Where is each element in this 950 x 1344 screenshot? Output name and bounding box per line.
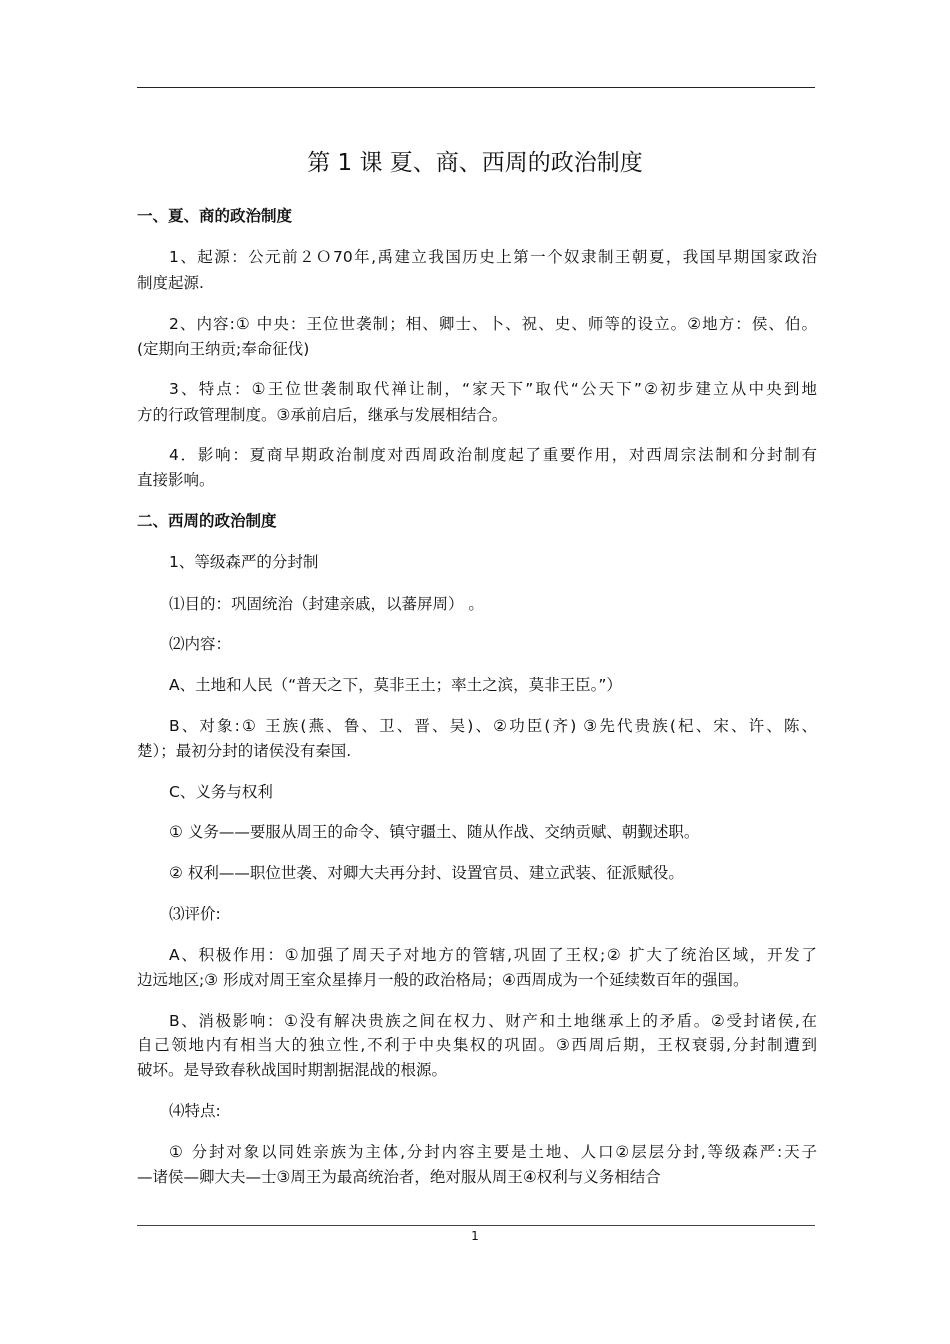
footer-rule: [137, 1225, 815, 1226]
paragraph-line: 直接影响。: [137, 471, 215, 489]
page-number: 1: [471, 1229, 479, 1243]
paragraph-line: ① 分封对象以同姓亲族为主体,分封内容主要是土地、人口②层层分封,等级森严:天子: [169, 1143, 817, 1161]
paragraph-line: 4．影响：夏商早期政治制度对西周政治制度起了重要作用，对西周宗法制和分封制有: [169, 446, 817, 464]
section-heading-xia-shang: 一、夏、商的政治制度: [137, 207, 293, 225]
paragraph-line: —诸侯—卿大夫—士③周王为最高统治者，绝对服从周王④权利与义务相结合: [137, 1168, 661, 1186]
paragraph-line: C、义务与权利: [169, 783, 273, 801]
paragraph-line: 方的行政管理制度。③承前启后，继承与发展相结合。: [137, 406, 508, 424]
section-heading-western-zhou: 二、西周的政治制度: [137, 512, 277, 530]
paragraph-line: A、积极作用：①加强了周天子对地方的管辖,巩固了王权;② 扩大了统治区域，开发了: [169, 946, 817, 964]
paragraph-line: ① 义务——要服从周王的命令、镇守疆土、随从作战、交纳贡赋、朝觐述职。: [169, 823, 700, 841]
paragraph-line: 自己领地内有相当大的独立性,不利于中央集权的巩固。③西周后期，王权衰弱,分封制遭到: [137, 1036, 817, 1054]
paragraph-line: ⑵内容：: [169, 635, 232, 653]
paragraph-line: 楚）；最初分封的诸侯没有秦国.: [137, 742, 352, 760]
page-title: 第 1 课 夏、商、西周的政治制度: [307, 150, 643, 176]
header-rule: [137, 87, 815, 88]
paragraph-line: B、对象:① 王族(燕、鲁、卫、晋、吴)、②功臣(齐) ③先代贵族(杞、宋、许、陈、: [169, 717, 817, 735]
subheading-line: 1、等级森严的分封制: [169, 553, 319, 571]
paragraph-line: 边远地区;③ 形成对周王室众星捧月一般的政治格局；④西周成为一个延续数百年的强国。: [137, 971, 749, 989]
paragraph-line: B、消极影响：①没有解决贵族之间在权力、财产和土地继承上的矛盾。②受封诸侯,在: [169, 1012, 817, 1030]
paragraph-line: ⑴目的：巩固统治（封建亲戚，以蕃屏周） 。: [169, 595, 484, 613]
paragraph-line: A、土地和人民（“普天之下，莫非王土；率土之滨，莫非王臣。”）: [169, 676, 622, 694]
paragraph-line: 破坏。是导致春秋战国时期割据混战的根源。: [137, 1061, 448, 1079]
paragraph-line: 2、内容:① 中央：王位世袭制；相、卿士、卜、祝、史、师等的设立。②地方：侯、伯。: [169, 315, 817, 333]
paragraph-line: ⑶评价:: [169, 905, 221, 923]
paragraph-line: 3、特点：①王位世袭制取代禅让制，“家天下”取代“公天下”②初步建立从中央到地: [169, 380, 817, 398]
paragraph-line: 制度起源.: [137, 274, 204, 292]
paragraph-line: 1、起源：公元前２Ｏ70年,禹建立我国历史上第一个奴隶制王朝夏，我国早期国家政治: [169, 248, 817, 266]
paragraph-line: ② 权利——职位世袭、对卿大夫再分封、设置官员、建立武装、征派赋役。: [169, 864, 684, 882]
paragraph-line: (定期向王纳贡;奉命征伐): [137, 340, 310, 358]
paragraph-line: ⑷特点:: [169, 1102, 221, 1120]
